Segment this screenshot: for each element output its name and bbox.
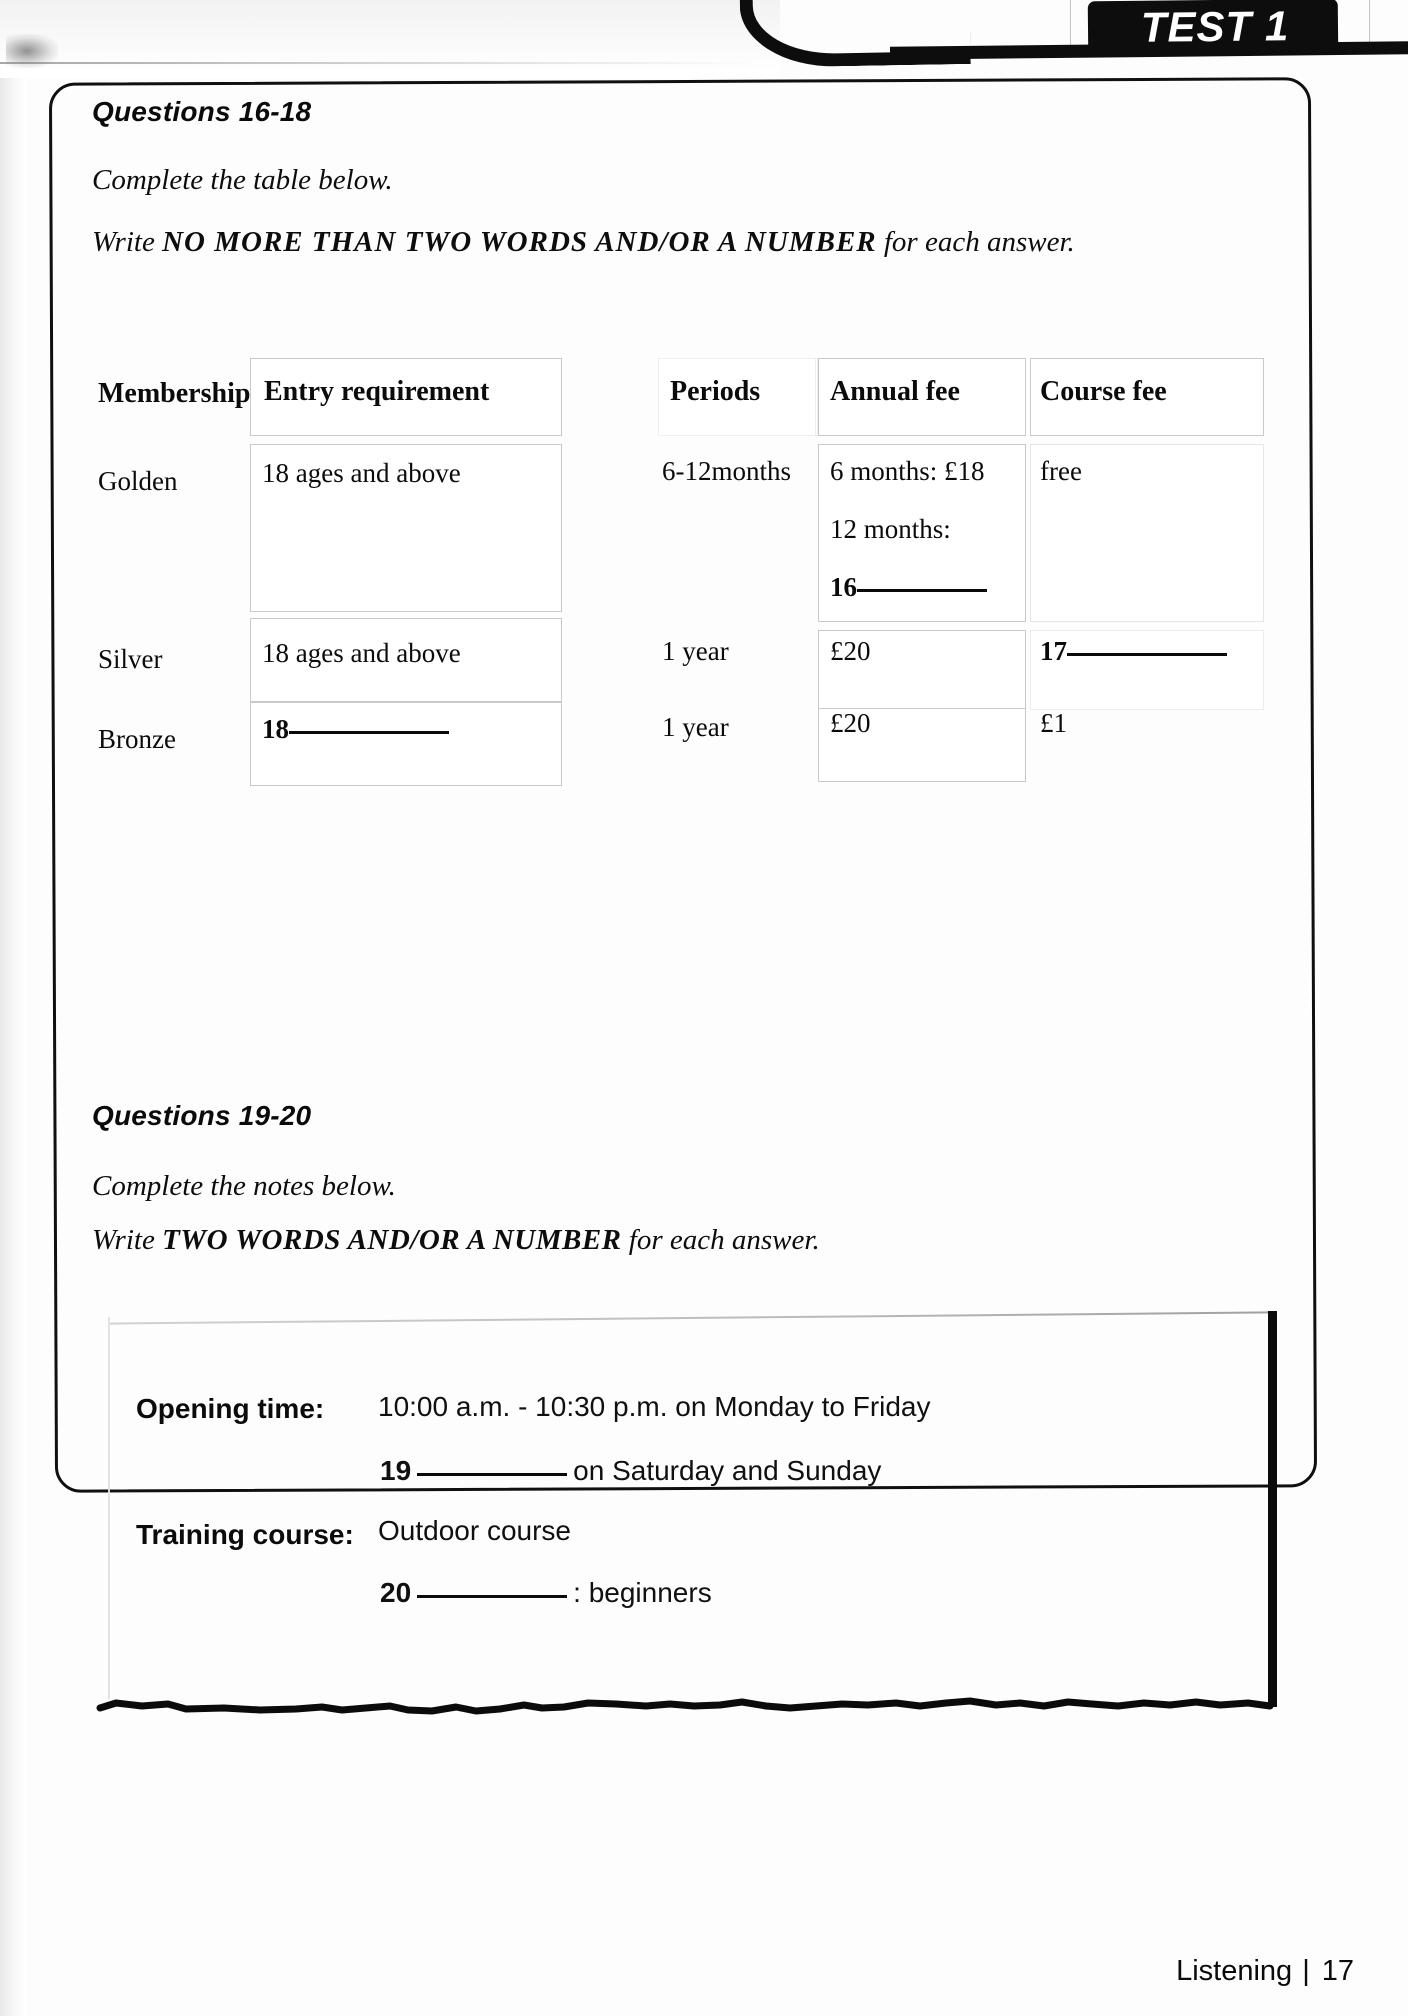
scan-edge-shadow-left (0, 0, 26, 2016)
training-course-label: Training course: (136, 1519, 354, 1550)
table-col-membership: Membership (98, 378, 251, 409)
opening-time-label: Opening time: (136, 1393, 325, 1424)
table-row-bronze-membership: Bronze (98, 724, 176, 754)
q20-answer-row (380, 1577, 712, 1609)
table-row-bronze-annual: £20 (830, 708, 871, 738)
table-row-golden-periods: 6-12months (662, 456, 792, 486)
answer-blank-17[interactable] (1067, 653, 1227, 656)
table-col-entry-requirement: Entry requirement (264, 376, 490, 407)
answer-blank-18[interactable] (289, 731, 449, 734)
instruction-write-prefix-2: Write (92, 1224, 155, 1256)
instruction-tail-1: for each answer. (883, 226, 1075, 258)
table-row-silver-annual: £20 (830, 636, 871, 666)
table-row-silver-periods: 1 year (662, 636, 729, 666)
answer-blank-20[interactable] (417, 1595, 567, 1598)
page-footer (1176, 1955, 1354, 1988)
notes-content (108, 1311, 1268, 1701)
instruction-write-words-2 (92, 1224, 820, 1257)
answer-number-20: 20 (380, 1577, 412, 1608)
page-frame-border (49, 77, 1317, 1492)
table-row-bronze-answer-18 (262, 714, 449, 745)
test-label: TEST 1 (1140, 2, 1290, 51)
instruction-emphasis-1: NO MORE THAN TWO WORDS AND/OR A NUMBER (162, 226, 877, 258)
instruction-complete-table: Complete the table below. (92, 164, 393, 196)
instruction-tail-2: for each answer. (628, 1224, 820, 1256)
table-row-golden-membership: Golden (98, 466, 178, 496)
answer-number-19: 19 (380, 1455, 412, 1486)
notes-box-right-border (1268, 1311, 1277, 1707)
table-row-bronze-periods: 1 year (662, 712, 729, 742)
answer-number-18: 18 (262, 714, 289, 744)
scan-edge-shadow-top (0, 0, 780, 78)
answer-blank-19[interactable] (417, 1473, 567, 1476)
table-col-annual-fee: Annual fee (830, 376, 960, 407)
table-row-golden-answer-16 (830, 572, 987, 603)
table-row-silver-membership: Silver (98, 644, 163, 674)
instruction-write-words-1 (92, 218, 1227, 266)
opening-time-value: 10:00 a.m. - 10:30 p.m. on Monday to Friday (378, 1391, 931, 1422)
answer-blank-16[interactable] (857, 589, 987, 592)
scan-hairline (0, 62, 760, 64)
table-row-golden-annual-6m: 6 months: £18 (830, 456, 985, 486)
instruction-complete-notes: Complete the notes below. (92, 1170, 396, 1202)
notes-box (108, 1311, 1278, 1711)
instruction-write-prefix-1: Write (92, 226, 155, 258)
q20-tail-text: : beginners (573, 1577, 712, 1608)
table-col-periods: Periods (670, 376, 761, 407)
table-row-silver-entry: 18 ages and above (262, 638, 461, 668)
table-row-golden-entry: 18 ages and above (262, 458, 461, 488)
questions-19-20-heading: Questions 19-20 (92, 1100, 312, 1131)
footer-separator: | (1302, 1955, 1310, 1987)
instruction-emphasis-2: TWO WORDS AND/OR A NUMBER (162, 1224, 622, 1256)
answer-number-17: 17 (1040, 636, 1067, 666)
answer-number-16: 16 (830, 572, 857, 602)
q19-answer-row (380, 1455, 881, 1487)
training-course-value: Outdoor course (378, 1515, 571, 1546)
footer-section-label: Listening (1176, 1955, 1293, 1987)
test-banner (740, 0, 1408, 82)
scan-smudge (6, 34, 58, 68)
q19-tail-text: on Saturday and Sunday (573, 1455, 882, 1486)
table-row-silver-answer-17 (1040, 636, 1227, 667)
questions-16-18-heading: Questions 16-18 (92, 96, 312, 127)
table-row-golden-course-fee: free (1040, 456, 1082, 486)
table-col-course-fee: Course fee (1040, 376, 1167, 407)
table-row-bronze-course-fee: £1 (1040, 708, 1067, 738)
footer-page-number: 17 (1321, 1955, 1354, 1987)
table-row-golden-annual-12m: 12 months: (830, 514, 951, 544)
